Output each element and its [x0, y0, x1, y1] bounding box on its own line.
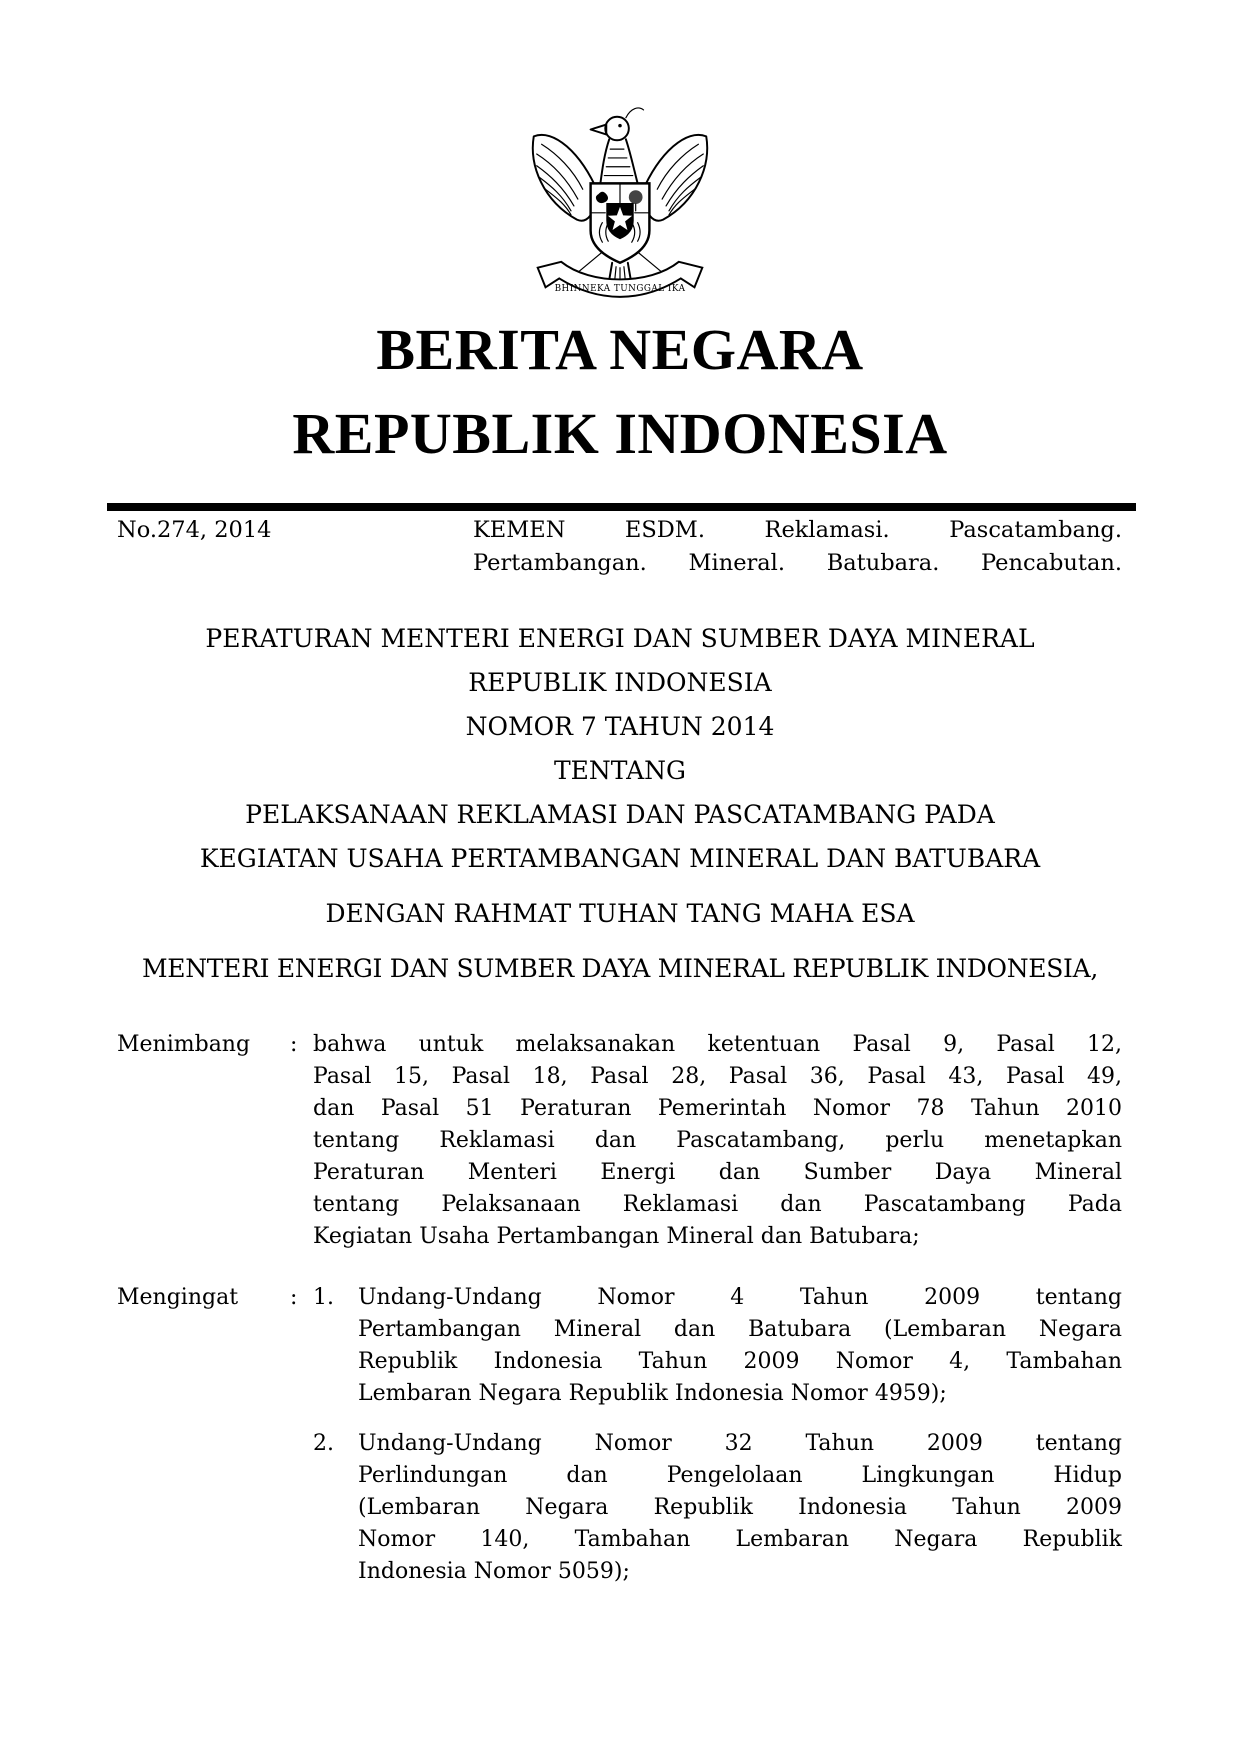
regulation-title-line: KEGIATAN USAHA PERTAMBANGAN MINERAL DAN BATUBARA: [199, 844, 1041, 873]
considering-section: [117, 1029, 1122, 1253]
item-body: [358, 1428, 1122, 1588]
invocation-line: [0, 892, 1240, 936]
authority-line: [0, 947, 1240, 991]
recalling-section: [117, 1282, 1122, 1588]
authority-text: MENTERI ENERGI DAN SUMBER DAYA MINERAL REPUBLIK INDONESIA,: [141, 954, 1099, 983]
text-line: Indonesia Nomor 5059);: [358, 1559, 630, 1584]
recalling-body: [313, 1282, 1122, 1588]
recalling-colon: :: [290, 1285, 298, 1310]
item-number: 1.: [313, 1285, 334, 1310]
considering-colon: :: [290, 1032, 298, 1057]
text-line: (Lembaran Negara Republik Indonesia Tahun 2009: [358, 1495, 1122, 1520]
gazette-number: No.274, 2014: [117, 517, 272, 543]
item-number: 2.: [313, 1431, 334, 1456]
gazette-subject: [473, 514, 1122, 580]
garuda-pancasila-emblem: [522, 94, 718, 312]
text-line: tentang Pelaksanaan Reklamasi dan Pascatambang Pada: [313, 1192, 1122, 1217]
regulation-title-line: PERATURAN MENTERI ENERGI DAN SUMBER DAYA MINERAL: [205, 624, 1035, 653]
gazette-header-row: [117, 514, 1122, 580]
text-line: Undang-Undang Nomor 4 Tahun 2009 tentang: [358, 1285, 1122, 1310]
text-line: Pasal 15, Pasal 18, Pasal 28, Pasal 36, Pasal 43, Pasal 49,: [313, 1064, 1122, 1089]
emblem-container: [0, 94, 1240, 316]
text-line: Pertambangan Mineral dan Batubara (Lembaran Negara: [358, 1317, 1122, 1342]
regulation-title-line: TENTANG: [553, 756, 686, 785]
text-line: Nomor 140, Tambahan Lembaran Negara Republik: [358, 1527, 1122, 1552]
text-line: Perlindungan dan Pengelolaan Lingkungan Hidup: [358, 1463, 1122, 1488]
text-line: bahwa untuk melaksanakan ketentuan Pasal 9, Pasal 12,: [313, 1032, 1122, 1057]
legal-reference-item: [313, 1282, 1122, 1410]
regulation-title-line: NOMOR 7 TAHUN 2014: [465, 712, 775, 741]
recalling-label: Mengingat: [117, 1285, 239, 1310]
regulation-title-line: PELAKSANAAN REKLAMASI DAN PASCATAMBANG PADA: [245, 800, 995, 829]
regulation-title-block: [0, 617, 1240, 881]
text-line: Pertambangan. Mineral. Batubara. Pencabutan.: [473, 550, 1122, 576]
regulation-title-line: REPUBLIK INDONESIA: [468, 668, 772, 697]
masthead-line1: BERITA NEGARA: [376, 317, 864, 382]
text-line: Lembaran Negara Republik Indonesia Nomor 4959);: [358, 1381, 947, 1406]
item-body: [358, 1282, 1122, 1410]
considering-label: Menimbang: [117, 1032, 251, 1057]
emblem-motto: BHINNEKA TUNGGAL IKA: [554, 284, 686, 295]
invocation-text: DENGAN RAHMAT TUHAN TANG MAHA ESA: [325, 899, 915, 928]
masthead: [0, 308, 1240, 476]
masthead-line2: REPUBLIK INDONESIA: [292, 401, 948, 466]
considering-body: [313, 1029, 1122, 1253]
text-line: tentang Reklamasi dan Pascatambang, perlu menetapkan: [313, 1128, 1122, 1153]
text-line: Republik Indonesia Tahun 2009 Nomor 4, Tambahan: [358, 1349, 1122, 1374]
text-line: Undang-Undang Nomor 32 Tahun 2009 tentang: [358, 1431, 1122, 1456]
text-line: Peraturan Menteri Energi dan Sumber Daya Mineral: [313, 1160, 1122, 1185]
legal-reference-item: [313, 1428, 1122, 1588]
text-line: KEMEN ESDM. Reklamasi. Pascatambang.: [473, 517, 1122, 543]
text-line: dan Pasal 51 Peraturan Pemerintah Nomor 78 Tahun 2010: [313, 1096, 1122, 1121]
text-line: Kegiatan Usaha Pertambangan Mineral dan Batubara;: [313, 1224, 920, 1249]
masthead-rule: [107, 503, 1136, 511]
